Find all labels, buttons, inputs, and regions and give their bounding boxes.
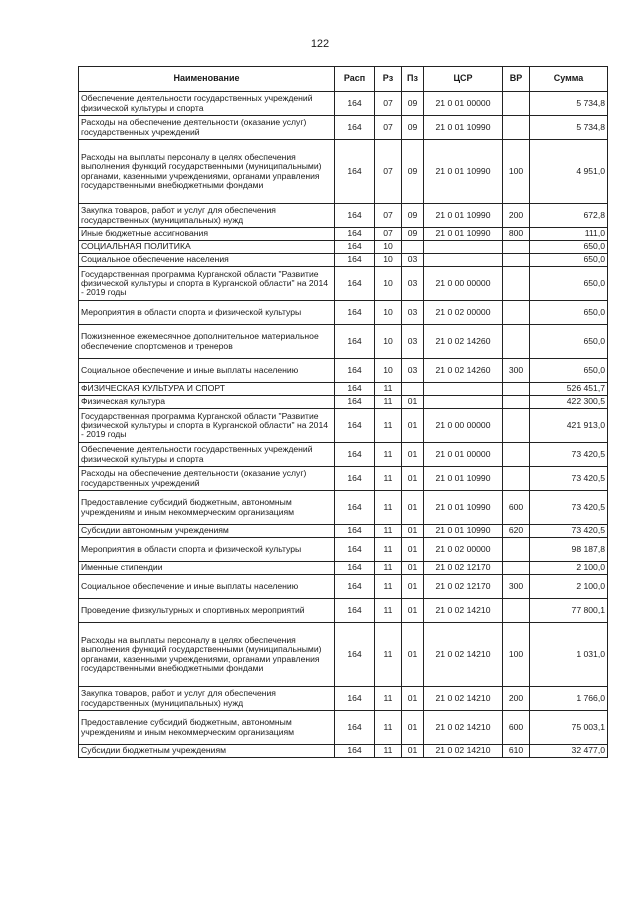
cell-csr: 21 0 02 14210 xyxy=(424,711,503,745)
table-body xyxy=(79,92,608,758)
cell-rz: 11 xyxy=(375,409,402,443)
cell-pz: 01 xyxy=(402,562,424,575)
table-row xyxy=(79,383,608,396)
cell-csr xyxy=(424,241,503,254)
cell-pz: 03 xyxy=(402,359,424,383)
cell-csr: 21 0 02 14260 xyxy=(424,359,503,383)
table-row xyxy=(79,396,608,409)
cell-pz: 01 xyxy=(402,396,424,409)
cell-rz: 07 xyxy=(375,228,402,241)
cell-rasp: 164 xyxy=(335,301,375,325)
cell-rz: 11 xyxy=(375,491,402,525)
table-row xyxy=(79,745,608,758)
table-row xyxy=(79,538,608,562)
cell-rz: 10 xyxy=(375,325,402,359)
cell-name: Социальное обеспечение и иные выплаты населению xyxy=(79,359,335,383)
cell-name: Расходы на выплаты персоналу в целях обеспечения выполнения функций государственными (муниципальными) органами, казенными учреждениями, органами управления государственными внебюджетными фондами xyxy=(79,623,335,687)
cell-vr xyxy=(503,467,530,491)
table-row xyxy=(79,711,608,745)
cell-name: Иные бюджетные ассигнования xyxy=(79,228,335,241)
cell-csr: 21 0 02 12170 xyxy=(424,575,503,599)
cell-rasp: 164 xyxy=(335,687,375,711)
cell-vr xyxy=(503,116,530,140)
cell-sum: 650,0 xyxy=(530,267,608,301)
cell-rasp: 164 xyxy=(335,228,375,241)
table-row xyxy=(79,241,608,254)
table-header-row xyxy=(79,67,608,92)
cell-rasp: 164 xyxy=(335,204,375,228)
cell-vr: 600 xyxy=(503,491,530,525)
table-row xyxy=(79,301,608,325)
cell-name: ФИЗИЧЕСКАЯ КУЛЬТУРА И СПОРТ xyxy=(79,383,335,396)
cell-pz: 01 xyxy=(402,443,424,467)
cell-csr: 21 0 01 10990 xyxy=(424,491,503,525)
cell-csr: 21 0 01 10990 xyxy=(424,467,503,491)
cell-rasp: 164 xyxy=(335,359,375,383)
cell-rasp: 164 xyxy=(335,267,375,301)
cell-csr: 21 0 01 10990 xyxy=(424,525,503,538)
cell-name: Именные стипендии xyxy=(79,562,335,575)
cell-rasp: 164 xyxy=(335,467,375,491)
cell-name: Социальное обеспечение населения xyxy=(79,254,335,267)
cell-pz: 01 xyxy=(402,575,424,599)
cell-rz: 11 xyxy=(375,711,402,745)
cell-vr xyxy=(503,562,530,575)
cell-rasp: 164 xyxy=(335,711,375,745)
header-name: Наименование xyxy=(79,67,335,92)
cell-rz: 11 xyxy=(375,525,402,538)
cell-name: Мероприятия в области спорта и физической культуры xyxy=(79,301,335,325)
cell-pz: 01 xyxy=(402,711,424,745)
cell-name: Предоставление субсидий бюджетным, автономным учреждениям и иным некоммерческим организациям xyxy=(79,711,335,745)
cell-sum: 75 003,1 xyxy=(530,711,608,745)
cell-sum: 4 951,0 xyxy=(530,140,608,204)
cell-vr xyxy=(503,92,530,116)
cell-rasp: 164 xyxy=(335,396,375,409)
cell-name: Закупка товаров, работ и услуг для обеспечения государственных (муниципальных) нужд xyxy=(79,204,335,228)
cell-vr xyxy=(503,409,530,443)
header-rasp: Расп xyxy=(335,67,375,92)
table-row xyxy=(79,525,608,538)
cell-vr: 610 xyxy=(503,745,530,758)
cell-name: Субсидии автономным учреждениям xyxy=(79,525,335,538)
table-row xyxy=(79,204,608,228)
cell-name: Обеспечение деятельности государственных учреждений физической культуры и спорта xyxy=(79,443,335,467)
cell-pz xyxy=(402,383,424,396)
cell-name: СОЦИАЛЬНАЯ ПОЛИТИКА xyxy=(79,241,335,254)
cell-sum: 73 420,5 xyxy=(530,525,608,538)
cell-name: Закупка товаров, работ и услуг для обеспечения государственных (муниципальных) нужд xyxy=(79,687,335,711)
cell-sum: 98 187,8 xyxy=(530,538,608,562)
cell-sum: 526 451,7 xyxy=(530,383,608,396)
cell-rasp: 164 xyxy=(335,575,375,599)
cell-sum: 421 913,0 xyxy=(530,409,608,443)
table-row xyxy=(79,140,608,204)
cell-vr xyxy=(503,241,530,254)
cell-name: Социальное обеспечение и иные выплаты населению xyxy=(79,575,335,599)
table-row xyxy=(79,325,608,359)
cell-rasp: 164 xyxy=(335,92,375,116)
cell-sum: 650,0 xyxy=(530,254,608,267)
cell-rz: 11 xyxy=(375,575,402,599)
cell-csr: 21 0 02 14210 xyxy=(424,687,503,711)
cell-pz: 01 xyxy=(402,525,424,538)
table-row xyxy=(79,92,608,116)
cell-vr: 200 xyxy=(503,687,530,711)
cell-vr xyxy=(503,325,530,359)
cell-rz: 10 xyxy=(375,359,402,383)
cell-name: Мероприятия в области спорта и физической культуры xyxy=(79,538,335,562)
cell-rz: 11 xyxy=(375,467,402,491)
cell-pz: 03 xyxy=(402,254,424,267)
cell-rz: 10 xyxy=(375,301,402,325)
cell-csr: 21 0 02 00000 xyxy=(424,301,503,325)
cell-pz: 03 xyxy=(402,267,424,301)
header-sum: Сумма xyxy=(530,67,608,92)
cell-rasp: 164 xyxy=(335,443,375,467)
cell-sum: 650,0 xyxy=(530,325,608,359)
header-csr: ЦСР xyxy=(424,67,503,92)
cell-vr xyxy=(503,301,530,325)
cell-rz: 11 xyxy=(375,443,402,467)
cell-rz: 07 xyxy=(375,116,402,140)
cell-rz: 10 xyxy=(375,254,402,267)
cell-sum: 2 100,0 xyxy=(530,575,608,599)
cell-pz: 09 xyxy=(402,228,424,241)
cell-sum: 32 477,0 xyxy=(530,745,608,758)
table-row xyxy=(79,562,608,575)
cell-pz: 01 xyxy=(402,623,424,687)
cell-rz: 07 xyxy=(375,204,402,228)
cell-vr: 300 xyxy=(503,359,530,383)
cell-sum: 2 100,0 xyxy=(530,562,608,575)
cell-pz: 01 xyxy=(402,687,424,711)
cell-vr xyxy=(503,254,530,267)
cell-pz: 01 xyxy=(402,599,424,623)
cell-rz: 11 xyxy=(375,396,402,409)
cell-vr xyxy=(503,599,530,623)
cell-pz: 09 xyxy=(402,140,424,204)
cell-rz: 11 xyxy=(375,383,402,396)
cell-csr: 21 0 00 00000 xyxy=(424,409,503,443)
table-row xyxy=(79,267,608,301)
table-row xyxy=(79,575,608,599)
cell-name: Пожизненное ежемесячное дополнительное материальное обеспечение спортсменов и тренеров xyxy=(79,325,335,359)
cell-pz: 01 xyxy=(402,491,424,525)
page-number: 122 xyxy=(310,38,330,50)
cell-rasp: 164 xyxy=(335,325,375,359)
table-row xyxy=(79,687,608,711)
cell-rasp: 164 xyxy=(335,383,375,396)
cell-rz: 07 xyxy=(375,92,402,116)
cell-rz: 11 xyxy=(375,745,402,758)
cell-sum: 650,0 xyxy=(530,301,608,325)
cell-name: Государственная программа Курганской области "Развитие физической культуры и спорта в Курганской области" на 2014 - 2019 годы xyxy=(79,267,335,301)
cell-rasp: 164 xyxy=(335,241,375,254)
cell-sum: 1 031,0 xyxy=(530,623,608,687)
cell-rz: 11 xyxy=(375,599,402,623)
cell-csr: 21 0 02 14210 xyxy=(424,623,503,687)
cell-sum: 73 420,5 xyxy=(530,467,608,491)
header-rz: Рз xyxy=(375,67,402,92)
cell-rasp: 164 xyxy=(335,116,375,140)
cell-rasp: 164 xyxy=(335,562,375,575)
cell-sum: 1 766,0 xyxy=(530,687,608,711)
cell-rz: 10 xyxy=(375,241,402,254)
cell-csr: 21 0 01 00000 xyxy=(424,443,503,467)
table-row xyxy=(79,443,608,467)
cell-csr: 21 0 02 00000 xyxy=(424,538,503,562)
cell-csr: 21 0 02 14260 xyxy=(424,325,503,359)
cell-name: Физическая культура xyxy=(79,396,335,409)
cell-vr: 100 xyxy=(503,623,530,687)
cell-pz: 03 xyxy=(402,301,424,325)
cell-rz: 11 xyxy=(375,623,402,687)
cell-csr: 21 0 02 14210 xyxy=(424,599,503,623)
cell-vr xyxy=(503,383,530,396)
table-row xyxy=(79,599,608,623)
cell-vr: 300 xyxy=(503,575,530,599)
cell-rz: 11 xyxy=(375,538,402,562)
cell-vr: 800 xyxy=(503,228,530,241)
cell-pz: 09 xyxy=(402,116,424,140)
cell-pz: 01 xyxy=(402,745,424,758)
table-row xyxy=(79,254,608,267)
cell-vr xyxy=(503,396,530,409)
table-row xyxy=(79,491,608,525)
budget-table xyxy=(78,66,608,758)
cell-vr: 200 xyxy=(503,204,530,228)
table-row xyxy=(79,116,608,140)
cell-sum: 111,0 xyxy=(530,228,608,241)
cell-name: Обеспечение деятельности государственных учреждений физической культуры и спорта xyxy=(79,92,335,116)
table-row xyxy=(79,228,608,241)
cell-rz: 11 xyxy=(375,687,402,711)
cell-rz: 11 xyxy=(375,562,402,575)
cell-rasp: 164 xyxy=(335,491,375,525)
cell-csr: 21 0 01 10990 xyxy=(424,204,503,228)
cell-name: Государственная программа Курганской области "Развитие физической культуры и спорта в Курганской области" на 2014 - 2019 годы xyxy=(79,409,335,443)
cell-rasp: 164 xyxy=(335,525,375,538)
cell-sum: 73 420,5 xyxy=(530,443,608,467)
cell-csr: 21 0 01 10990 xyxy=(424,116,503,140)
cell-rasp: 164 xyxy=(335,409,375,443)
cell-name: Расходы на обеспечение деятельности (оказание услуг) государственных учреждений xyxy=(79,467,335,491)
cell-rasp: 164 xyxy=(335,745,375,758)
table-row xyxy=(79,409,608,443)
cell-sum: 5 734,8 xyxy=(530,92,608,116)
cell-name: Субсидии бюджетным учреждениям xyxy=(79,745,335,758)
cell-name: Расходы на обеспечение деятельности (оказание услуг) государственных учреждений xyxy=(79,116,335,140)
header-pz: Пз xyxy=(402,67,424,92)
cell-rz: 07 xyxy=(375,140,402,204)
cell-csr xyxy=(424,396,503,409)
cell-sum: 672,8 xyxy=(530,204,608,228)
table-row xyxy=(79,359,608,383)
cell-rasp: 164 xyxy=(335,140,375,204)
cell-sum: 5 734,8 xyxy=(530,116,608,140)
cell-csr xyxy=(424,383,503,396)
cell-pz: 01 xyxy=(402,409,424,443)
cell-name: Расходы на выплаты персоналу в целях обеспечения выполнения функций государственными (муниципальными) органами, казенными учреждениями, органами управления государственными внебюджетными фондами xyxy=(79,140,335,204)
cell-name: Предоставление субсидий бюджетным, автономным учреждениям и иным некоммерческим организациям xyxy=(79,491,335,525)
table-row xyxy=(79,467,608,491)
cell-sum: 73 420,5 xyxy=(530,491,608,525)
cell-csr: 21 0 01 10990 xyxy=(424,228,503,241)
cell-pz: 01 xyxy=(402,467,424,491)
cell-rasp: 164 xyxy=(335,623,375,687)
table-row xyxy=(79,623,608,687)
cell-vr: 600 xyxy=(503,711,530,745)
cell-pz: 09 xyxy=(402,92,424,116)
cell-csr xyxy=(424,254,503,267)
cell-rasp: 164 xyxy=(335,599,375,623)
cell-csr: 21 0 01 10990 xyxy=(424,140,503,204)
cell-sum: 77 800,1 xyxy=(530,599,608,623)
cell-vr: 100 xyxy=(503,140,530,204)
cell-sum: 650,0 xyxy=(530,359,608,383)
header-vr: ВР xyxy=(503,67,530,92)
cell-pz xyxy=(402,241,424,254)
cell-sum: 422 300,5 xyxy=(530,396,608,409)
cell-rasp: 164 xyxy=(335,254,375,267)
cell-sum: 650,0 xyxy=(530,241,608,254)
cell-vr xyxy=(503,538,530,562)
cell-rasp: 164 xyxy=(335,538,375,562)
cell-vr xyxy=(503,267,530,301)
cell-csr: 21 0 00 00000 xyxy=(424,267,503,301)
cell-csr: 21 0 02 12170 xyxy=(424,562,503,575)
cell-pz: 03 xyxy=(402,325,424,359)
cell-vr: 620 xyxy=(503,525,530,538)
cell-name: Проведение физкультурных и спортивных мероприятий xyxy=(79,599,335,623)
cell-pz: 09 xyxy=(402,204,424,228)
cell-csr: 21 0 01 00000 xyxy=(424,92,503,116)
cell-rz: 10 xyxy=(375,267,402,301)
cell-csr: 21 0 02 14210 xyxy=(424,745,503,758)
cell-pz: 01 xyxy=(402,538,424,562)
cell-vr xyxy=(503,443,530,467)
